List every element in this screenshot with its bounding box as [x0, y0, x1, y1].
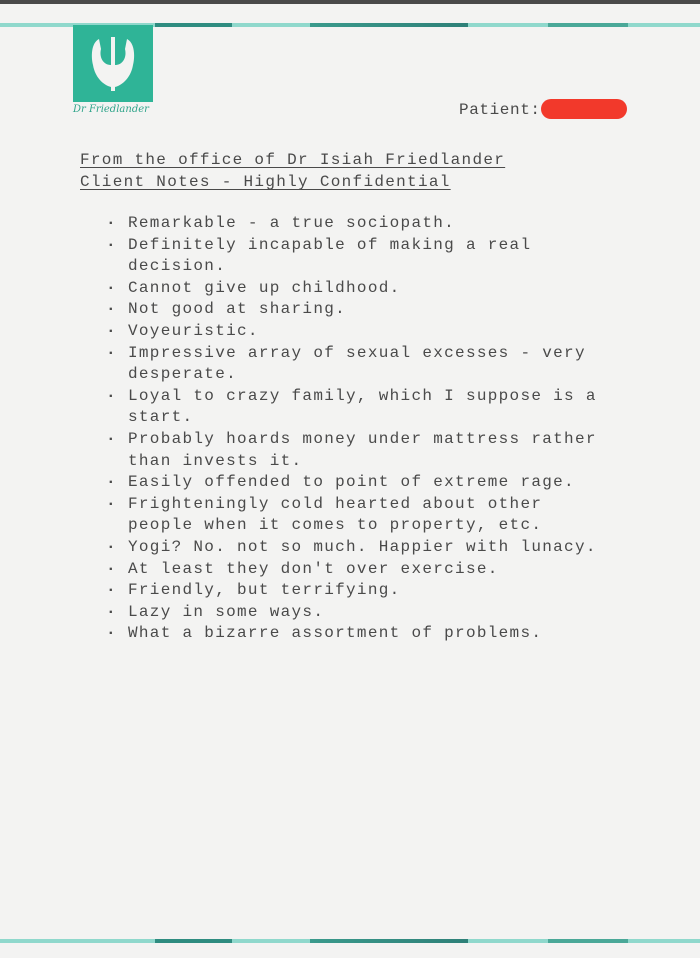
list-item: · Easily offended to point of extreme rage. — [80, 472, 600, 494]
brain-psi-logo — [73, 25, 153, 102]
client-notes-list — [80, 213, 600, 645]
document-header — [80, 149, 505, 193]
list-item: · Yogi? No. not so much. Happier with lunacy. — [80, 537, 600, 559]
list-item: · At least they don't over exercise. — [80, 559, 600, 581]
list-item: · What a bizarre assortment of problems. — [80, 623, 600, 645]
list-item: · Voyeuristic. — [80, 321, 600, 343]
list-item: · Loyal to crazy family, which I suppose is a start. — [80, 386, 600, 429]
office-line: From the office of Dr Isiah Friedlander — [80, 151, 506, 169]
list-item: · Not good at sharing. — [80, 299, 600, 321]
patient-name-redaction — [541, 99, 627, 119]
list-item: · Cannot give up childhood. — [80, 278, 600, 300]
list-item: · Remarkable - a true sociopath. — [80, 213, 600, 235]
confidential-line: Client Notes - Highly Confidential — [80, 173, 451, 191]
list-item: · Impressive array of sexual excesses - very desperate. — [80, 343, 600, 386]
logo-signature: Dr Friedlander — [73, 104, 149, 115]
footer-rule — [0, 939, 700, 943]
list-item: · Probably hoards money under mattress rather than invests it. — [80, 429, 600, 472]
list-item: · Friendly, but terrifying. — [80, 580, 600, 602]
top-edge — [0, 0, 700, 4]
list-item: · Lazy in some ways. — [80, 602, 600, 624]
patient-label: Patient: — [459, 101, 541, 119]
list-item: · Definitely incapable of making a real decision. — [80, 235, 600, 278]
list-item: · Frighteningly cold hearted about other people when it comes to property, etc. — [80, 494, 600, 537]
